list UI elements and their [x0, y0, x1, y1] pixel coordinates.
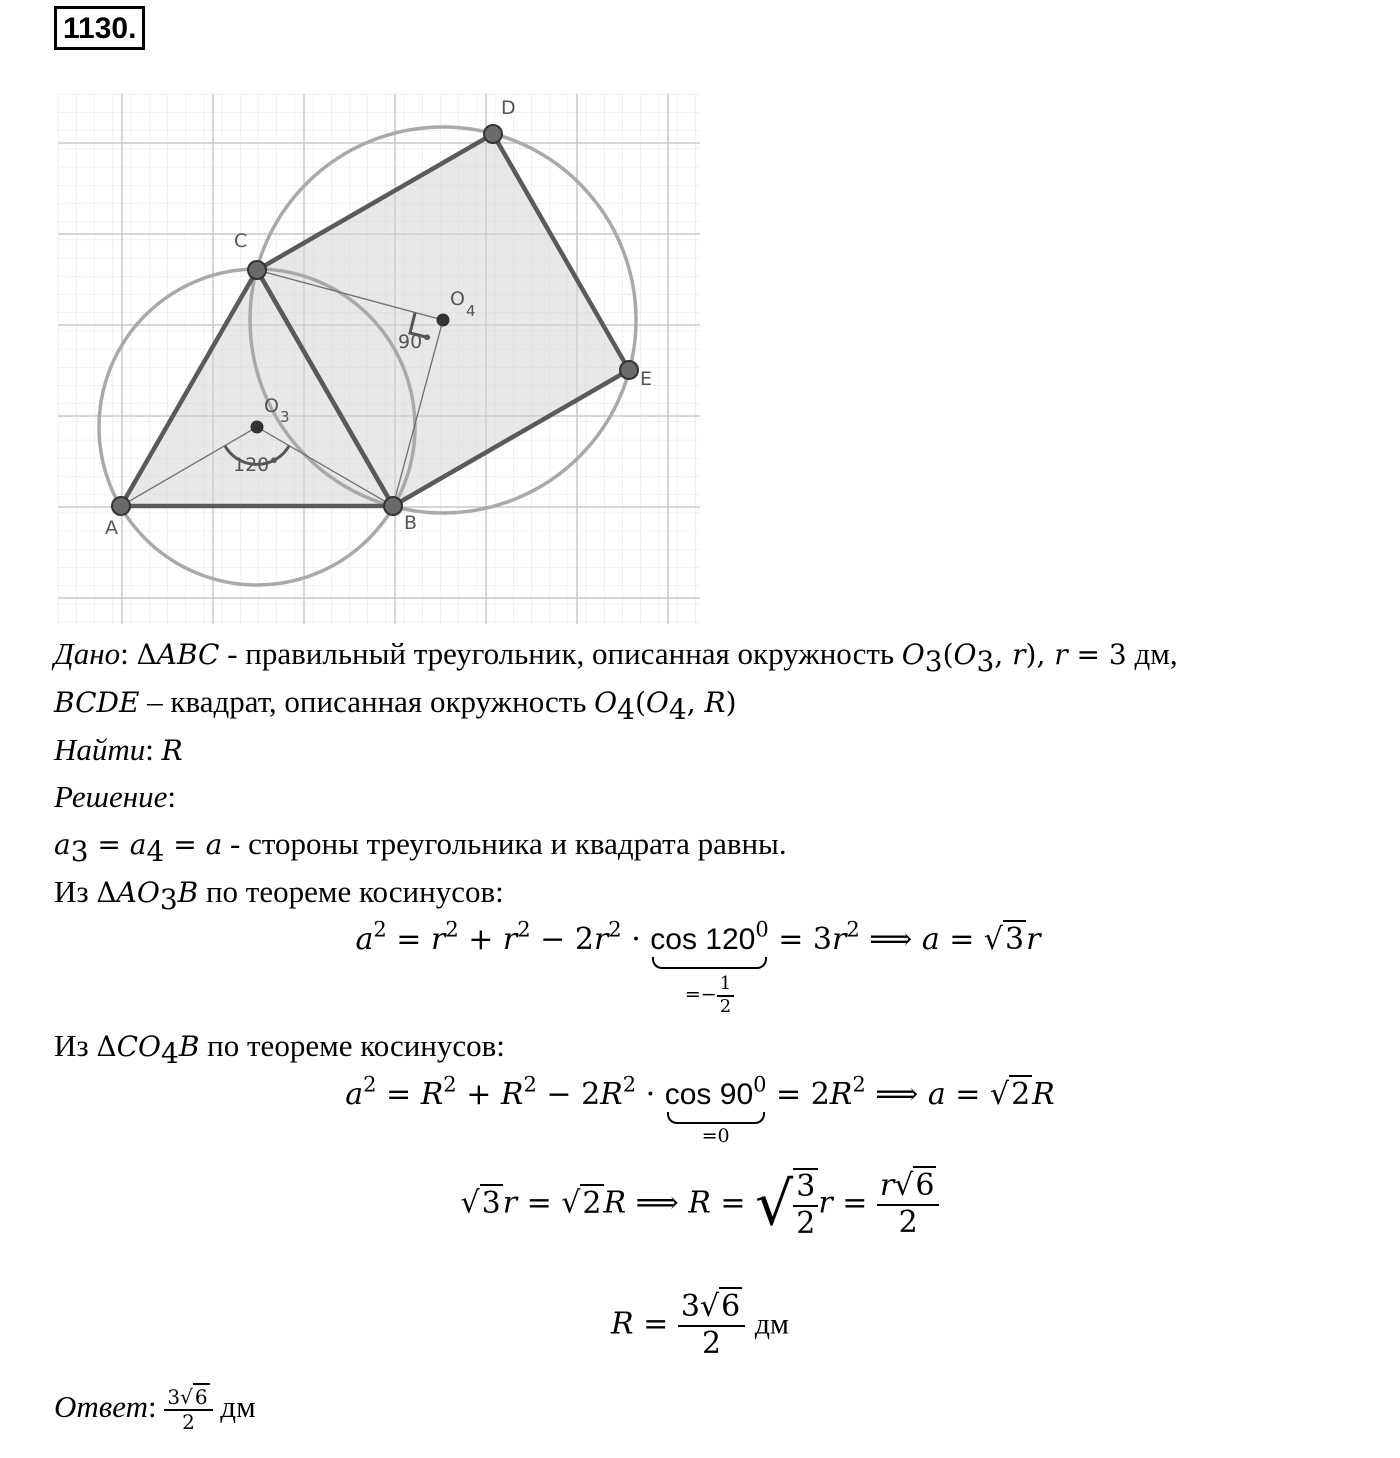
- solution-line-1: $a_3 = a_4 = a$ - стороны треугольника и квадрата равны.: [54, 826, 787, 868]
- eq1-under-den: 2: [719, 995, 732, 1017]
- given-line-1: Дано: ΔABC - правильный треугольник, описанная окружность $O_3(O_3$, r), r = 3 дм,: [54, 636, 1178, 678]
- label-o4: O: [450, 288, 465, 310]
- answer-label: Ответ: [54, 1389, 148, 1425]
- label-e: E: [640, 368, 653, 390]
- given-line-2: BCDE – квадрат, описанная окружность $O_4(O_4$, R): [54, 684, 737, 726]
- label-angle-90: 90°: [398, 331, 432, 353]
- label-c: C: [234, 230, 248, 252]
- point-a: [112, 497, 130, 515]
- point-e: [620, 361, 638, 379]
- given-label: Дано: [54, 636, 121, 671]
- label-o3-sub: 3: [280, 408, 290, 426]
- given-text-1: - правильный треугольник, описанная окружность: [227, 636, 895, 671]
- eq1-under: =−: [684, 983, 717, 1006]
- answer-unit: дм: [220, 1389, 256, 1425]
- line3-suffix: по теореме косинусов:: [207, 1028, 505, 1063]
- equation-3: √3r = √2R ⟹ R = √ $\frac{3}{2}$ r = $\frac{r√6}{2}$: [0, 1168, 1400, 1241]
- given-unit: дм,: [1134, 636, 1178, 671]
- geometry-figure: [0, 0, 720, 640]
- given-text-2: – квадрат, описанная окружность: [147, 684, 587, 719]
- solution-line-3: Из $\Delta CO_4B$ по теореме косинусов:: [54, 1028, 505, 1070]
- line2-suffix: по теореме косинусов:: [205, 874, 504, 909]
- point-o4: [437, 314, 450, 327]
- label-d: D: [501, 97, 516, 119]
- label-angle-120: 120°: [233, 454, 279, 476]
- point-c: [248, 261, 266, 279]
- line3-prefix: Из: [54, 1028, 89, 1063]
- find-value: R: [161, 734, 183, 767]
- problem-number: 1130.: [54, 6, 145, 50]
- label-a: A: [105, 517, 118, 539]
- answer-line: Ответ: $\frac{3√ 6}{2}$ дм: [54, 1385, 256, 1434]
- solution-label: Решение: [54, 779, 168, 814]
- point-o3: [251, 421, 264, 434]
- label-b: B: [404, 512, 418, 534]
- given-radius: 3: [1108, 638, 1127, 671]
- point-d: [484, 125, 502, 143]
- label-o3: O: [264, 395, 279, 417]
- solution-label-line: Решение:: [54, 779, 176, 814]
- equation-1: $a^2 = r^2 + r^2 - 2r^2 \cdot \cos 120^0$ =− $\frac{1}{2}$ = $3r^2$ ⟹ a = √3r: [355, 917, 1041, 1017]
- eq2-under: =0: [701, 1125, 730, 1147]
- solution-line-2: Из $\Delta AO_3B$ по теореме косинусов:: [54, 874, 504, 916]
- result-unit: дм: [754, 1307, 789, 1341]
- line2-prefix: Из: [54, 874, 89, 909]
- solution-text-1: - стороны треугольника и квадрата равны.: [230, 826, 787, 861]
- find-line: Найти: R: [54, 732, 183, 767]
- find-label: Найти: [54, 732, 146, 767]
- label-o4-sub: 4: [466, 302, 476, 320]
- equation-2: $a^2 = R^2 + R^2 - 2R^2 \cdot \cos 90^0$ =0 = $2R^2$ ⟹ a = √2R: [345, 1072, 1055, 1147]
- point-b: [384, 497, 402, 515]
- equation-result: R = $\frac{3√6}{2}$ дм: [611, 1289, 789, 1361]
- eq1-under-num: 1: [717, 974, 734, 997]
